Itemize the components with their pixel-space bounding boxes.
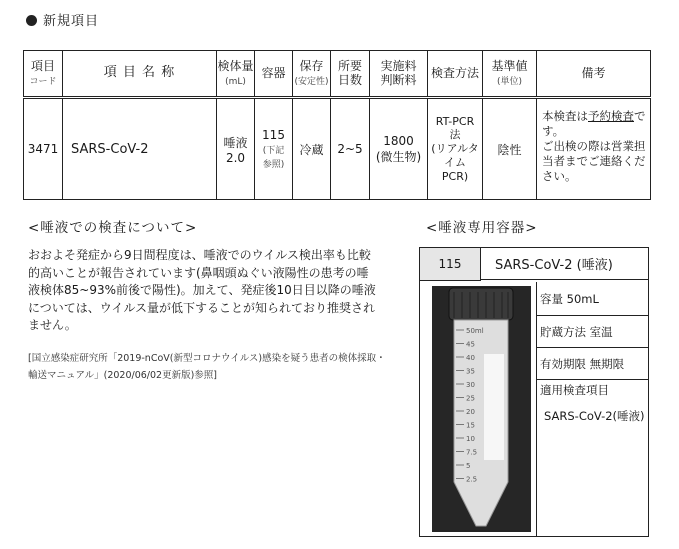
saliva-section-reference: [国立感染症研究所「2019-nCoV(新型コロナウイルス)感染を疑う患者の検体採取・輸送マニュアル」(2020/06/02更新版)参照] <box>28 353 386 381</box>
cell-storage: 冷蔵 <box>293 98 331 200</box>
header-notes: 備考 <box>537 51 651 98</box>
tube-scale-label: 5 <box>466 462 471 470</box>
tube-scale-label: 20 <box>466 408 475 416</box>
tube-photo <box>432 286 531 532</box>
container-expiry: 有効期限 無期限 <box>536 347 648 379</box>
container-capacity: 容量 50mL <box>536 282 648 315</box>
container-applicable-items <box>536 379 648 536</box>
table-row <box>24 98 651 200</box>
saliva-section-title: <唾液での検査について> <box>28 220 198 236</box>
container-section-title: <唾液専用容器> <box>426 220 538 236</box>
header-code: 項目 コード <box>24 51 63 98</box>
header-container: 容器 <box>255 51 293 98</box>
cell-days: 2~5 <box>331 98 370 200</box>
centrifuge-tube-icon <box>432 286 531 532</box>
tube-scale-label: 25 <box>466 394 475 403</box>
applicable-label: 適用検査項目 <box>540 383 609 397</box>
tube-scale-label: 50ml <box>466 327 484 335</box>
header-storage: 保存 (安定性) <box>293 51 331 98</box>
cell-name: SARS-CoV-2 <box>63 98 217 200</box>
header-reference: 基準値 (単位) <box>483 51 537 98</box>
tube-scale-label: 2.5 <box>466 475 478 484</box>
cell-volume: 唾液 2.0 <box>217 98 255 200</box>
container-info-box <box>419 247 649 537</box>
header-days: 所要 日数 <box>331 51 370 98</box>
tube-scale-label: 35 <box>466 367 475 376</box>
tube-scale-label: 40 <box>466 354 475 362</box>
saliva-section-body: おおよそ発症から9日間程度は、唾液でのウイルス検出率も比較的高いことが報告されています(鼻咽頭ぬぐい液陽性の患考の唾液検体85~93%前後で陽性)。加えて、発症後10日目以降の唾液については、ウイルス量が低下することが知られており推奨されません。 <box>28 248 376 332</box>
cell-code: 3471 <box>24 98 63 200</box>
cell-notes: 本検査は予約検査です。 ご出検の際は営業担当者までご連絡ください。 <box>537 98 651 200</box>
tube-scale-label: 45 <box>466 340 475 349</box>
cell-method: RT-PCR 法 (リアルタイム PCR) <box>428 98 483 200</box>
cell-fee: 1800 (微生物) <box>370 98 428 200</box>
header-volume: 検体量 (mL) <box>217 51 255 98</box>
bullet-icon <box>26 15 37 26</box>
container-code: 115 <box>420 248 481 281</box>
header-name: 項 目 名 称 <box>63 51 217 98</box>
test-item-table <box>23 50 651 200</box>
section-heading <box>26 10 99 29</box>
cell-container: 115 (下記 参照) <box>255 98 293 200</box>
cell-reference: 陰性 <box>483 98 537 200</box>
container-name: SARS-CoV-2 (唾液) <box>481 248 648 280</box>
header-fee: 実施料 判断料 <box>370 51 428 98</box>
tube-scale-label: 30 <box>466 381 475 389</box>
table-header-row <box>24 51 651 98</box>
applicable-value: SARS-CoV-2(唾液) <box>544 409 645 423</box>
header-method: 検査方法 <box>428 51 483 98</box>
tube-scale-label: 7.5 <box>466 448 478 457</box>
heading-text: 新規項目 <box>43 14 100 29</box>
tube-scale-label: 15 <box>466 421 475 430</box>
tube-scale-label: 10 <box>466 435 475 443</box>
container-storage-method: 貯蔵方法 室温 <box>536 315 648 347</box>
